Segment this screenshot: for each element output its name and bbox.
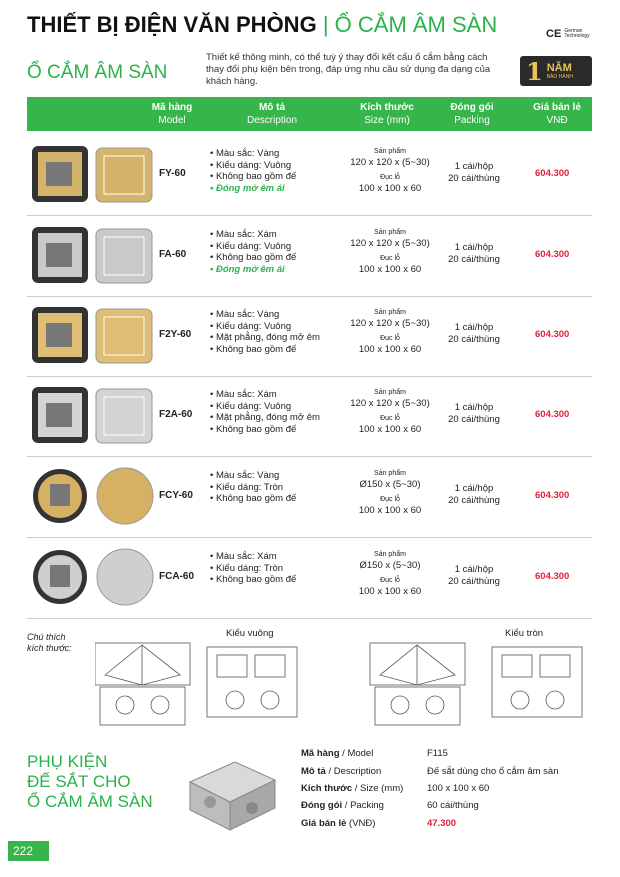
- spec-value: 60 cái/thùng: [427, 800, 479, 811]
- size-cutout: 100 x 100 x 60: [358, 264, 422, 275]
- accessory-spec-row: [301, 800, 479, 811]
- table-row: [27, 215, 592, 297]
- page-number: 222: [8, 841, 49, 861]
- col-packing-en: Packing: [454, 115, 490, 126]
- pack-box: 1 cái/hộp: [454, 483, 494, 494]
- spec-value: F115: [427, 748, 448, 759]
- ce-logo: CE: [546, 28, 562, 40]
- size-label-product: Sản phẩm: [374, 470, 406, 477]
- product-price: 604.300: [535, 249, 570, 260]
- product-model: FA-60: [159, 249, 187, 260]
- col-model-en: Model: [158, 115, 186, 126]
- col-price: [522, 101, 592, 127]
- pack-box: 1 cái/hộp: [454, 322, 494, 333]
- pack-carton: 20 cái/thùng: [448, 254, 500, 265]
- size-cutout: 100 x 100 x 60: [358, 505, 422, 516]
- desc-item: • Kiểu dáng: Vuông: [210, 401, 320, 413]
- col-model-vi: Mã hàng: [151, 102, 193, 113]
- spec-label: (VNĐ): [346, 818, 376, 829]
- pack-carton: 20 cái/thùng: [448, 576, 500, 587]
- product-price: 604.300: [535, 409, 570, 420]
- steel-box-image: [180, 752, 280, 832]
- col-size-vi: Kích thước: [360, 102, 414, 113]
- col-size: [352, 101, 422, 127]
- col-packing-vi: Đóng gói: [450, 102, 494, 113]
- product-price: 604.300: [535, 490, 570, 501]
- pack-carton: 20 cái/thùng: [448, 173, 500, 184]
- size-cutout: 100 x 100 x 60: [358, 344, 422, 355]
- product-packing: [439, 161, 509, 185]
- ce-note: German Technology: [564, 28, 590, 40]
- label-square: Kiểu vuông: [226, 628, 274, 639]
- spec-label-bold: Đóng gói: [301, 800, 343, 811]
- accessory-spec-row: [301, 783, 490, 794]
- desc-item: • Màu sắc: Vàng: [210, 470, 296, 482]
- col-desc: [232, 101, 312, 127]
- spec-label: / Model: [339, 748, 374, 759]
- desc-item: • Kiểu dáng: Tròn: [210, 563, 296, 575]
- spec-value: Đế sắt dùng cho ổ cắm âm sàn: [427, 766, 559, 777]
- size-label-cutout: Đục lỗ: [380, 496, 400, 503]
- title-main: THIẾT BỊ ĐIỆN VĂN PHÒNG: [27, 12, 317, 37]
- product-image: [30, 381, 160, 449]
- pack-carton: 20 cái/thùng: [448, 414, 500, 425]
- desc-item: • Màu sắc: Xám: [210, 229, 296, 241]
- size-label-product: Sản phẩm: [374, 389, 406, 396]
- desc-item: • Mặt phẳng, đóng mở êm: [210, 412, 320, 424]
- product-image: [30, 301, 160, 369]
- product-price: 604.300: [535, 168, 570, 179]
- accessory-title-line1: PHỤ KIỆN: [27, 752, 108, 771]
- desc-item: • Màu sắc: Xám: [210, 551, 296, 563]
- product-description: [210, 470, 296, 505]
- product-description: [210, 148, 296, 194]
- warranty-sub: BẢO HÀNH: [546, 74, 573, 80]
- table-header: [27, 97, 592, 131]
- desc-item: • Không bao gồm đế: [210, 424, 320, 436]
- page-title: [27, 12, 497, 38]
- product-image: [30, 462, 160, 530]
- spec-label-bold: Mô tả: [301, 766, 326, 777]
- product-description: [210, 229, 296, 275]
- size-product: 120 x 120 x (5~30): [350, 238, 430, 249]
- product-model: FY-60: [159, 168, 186, 179]
- desc-item: • Mặt phẳng, đóng mở êm: [210, 332, 320, 344]
- accessory-spec-row: [301, 818, 457, 829]
- col-packing: [442, 101, 502, 127]
- desc-item: • Không bao gồm đế: [210, 344, 320, 356]
- spec-label-bold: Giá bán lẻ: [301, 818, 347, 829]
- product-size: [345, 549, 435, 597]
- product-price: 604.300: [535, 329, 570, 340]
- desc-item: • Kiểu dáng: Tròn: [210, 482, 296, 494]
- desc-item: • Không bao gồm đế: [210, 252, 296, 264]
- accessory-spec-row: [301, 748, 448, 759]
- product-image: [30, 543, 160, 611]
- size-product: Ø150 x (5~30): [359, 560, 421, 571]
- accessory-title: [27, 752, 153, 812]
- size-label-cutout: Đục lỗ: [380, 174, 400, 181]
- spec-label: / Size (mm): [352, 783, 404, 794]
- size-label-cutout: Đục lỗ: [380, 577, 400, 584]
- product-packing: [439, 322, 509, 346]
- desc-item: • Màu sắc: Vàng: [210, 309, 320, 321]
- size-label-product: Sản phẩm: [374, 309, 406, 316]
- product-packing: [439, 402, 509, 426]
- product-size: [345, 227, 435, 275]
- spec-label: / Description: [325, 766, 382, 777]
- table-row: [27, 375, 592, 457]
- desc-highlight: • Đóng mở êm ái: [210, 264, 296, 276]
- accessory-title-line3: Ổ CẮM ÂM SÀN: [27, 792, 153, 811]
- desc-item: • Kiểu dáng: Vuông: [210, 241, 296, 253]
- col-size-en: Size (mm): [364, 115, 410, 126]
- pack-box: 1 cái/hộp: [454, 564, 494, 575]
- desc-item: • Không bao gồm đế: [210, 574, 296, 586]
- product-size: [345, 387, 435, 435]
- table-row: [27, 537, 592, 619]
- product-model: FCY-60: [159, 490, 193, 501]
- table-row: [27, 134, 592, 216]
- pack-box: 1 cái/hộp: [454, 161, 494, 172]
- spec-value: 47.300: [427, 818, 457, 829]
- table-row: [27, 295, 592, 377]
- dimension-note-line2: kích thước:: [27, 643, 72, 653]
- dimension-note: [27, 632, 72, 654]
- pack-box: 1 cái/hộp: [454, 402, 494, 413]
- accessory-title-line2: ĐẾ SẮT CHO: [27, 772, 131, 791]
- size-product: 120 x 120 x (5~30): [350, 318, 430, 329]
- col-model: [142, 101, 202, 127]
- desc-item: • Màu sắc: Xám: [210, 389, 320, 401]
- pack-carton: 20 cái/thùng: [448, 334, 500, 345]
- product-description: [210, 389, 320, 435]
- desc-item: • Màu sắc: Vàng: [210, 148, 296, 160]
- product-image: [30, 221, 160, 289]
- size-cutout: 100 x 100 x 60: [358, 183, 422, 194]
- product-description: [210, 309, 320, 355]
- col-price-vi: Giá bán lẻ: [533, 102, 581, 113]
- spec-label-bold: Mã hàng: [301, 748, 340, 759]
- col-desc-vi: Mô tả: [258, 102, 286, 113]
- ce-mark: [546, 28, 592, 40]
- size-label-product: Sản phẩm: [374, 229, 406, 236]
- dimension-drawings: [95, 625, 615, 730]
- col-price-en: VNĐ: [546, 115, 568, 126]
- size-cutout: 100 x 100 x 60: [358, 424, 422, 435]
- desc-highlight: • Đóng mở êm ái: [210, 183, 296, 195]
- product-packing: [439, 242, 509, 266]
- col-desc-en: Description: [246, 115, 298, 126]
- size-label-product: Sản phẩm: [374, 148, 406, 155]
- spec-label: / Packing: [342, 800, 384, 811]
- product-size: [345, 307, 435, 355]
- warranty-number: 1: [526, 56, 543, 86]
- product-price: 604.300: [535, 571, 570, 582]
- label-round: Kiểu tròn: [505, 628, 544, 639]
- product-description: [210, 551, 296, 586]
- spec-value: 100 x 100 x 60: [427, 783, 490, 794]
- desc-item: • Không bao gồm đế: [210, 493, 296, 505]
- title-sub: Ổ CẮM ÂM SÀN: [334, 12, 498, 37]
- dimension-note-line1: Chú thích: [27, 632, 66, 642]
- table-row: [27, 456, 592, 538]
- size-product: 120 x 120 x (5~30): [350, 398, 430, 409]
- size-label-product: Sản phẩm: [374, 551, 406, 558]
- section-title: Ổ CẮM ÂM SÀN: [27, 62, 168, 83]
- product-packing: [439, 564, 509, 588]
- product-packing: [439, 483, 509, 507]
- desc-item: • Kiểu dáng: Vuông: [210, 160, 296, 172]
- product-size: [345, 146, 435, 194]
- product-model: FCA-60: [159, 571, 195, 582]
- pack-carton: 20 cái/thùng: [448, 495, 500, 506]
- warranty-badge: [520, 56, 592, 86]
- product-image: [30, 140, 160, 208]
- title-separator: |: [322, 12, 329, 37]
- size-product: 120 x 120 x (5~30): [350, 157, 430, 168]
- product-model: F2Y-60: [159, 329, 192, 340]
- size-label-cutout: Đục lỗ: [380, 255, 400, 262]
- warranty-word: NĂM: [546, 62, 572, 74]
- size-label-cutout: Đục lỗ: [380, 335, 400, 342]
- spec-label-bold: Kích thước: [301, 783, 353, 794]
- desc-item: • Kiểu dáng: Vuông: [210, 321, 320, 333]
- size-label-cutout: Đục lỗ: [380, 415, 400, 422]
- size-product: Ø150 x (5~30): [359, 479, 421, 490]
- intro-text: Thiết kế thông minh, có thể tuỳ ý thay đổi kết cấu ổ cắm bằng cách thay đổi phụ kiện bên trong, đáp ứng nhu cầu sử dụng đa dạng của khách hàng.: [206, 52, 491, 87]
- desc-item: • Không bao gồm đế: [210, 171, 296, 183]
- size-cutout: 100 x 100 x 60: [358, 586, 422, 597]
- pack-box: 1 cái/hộp: [454, 242, 494, 253]
- product-size: [345, 468, 435, 516]
- product-model: F2A-60: [159, 409, 193, 420]
- accessory-spec-row: [301, 766, 559, 777]
